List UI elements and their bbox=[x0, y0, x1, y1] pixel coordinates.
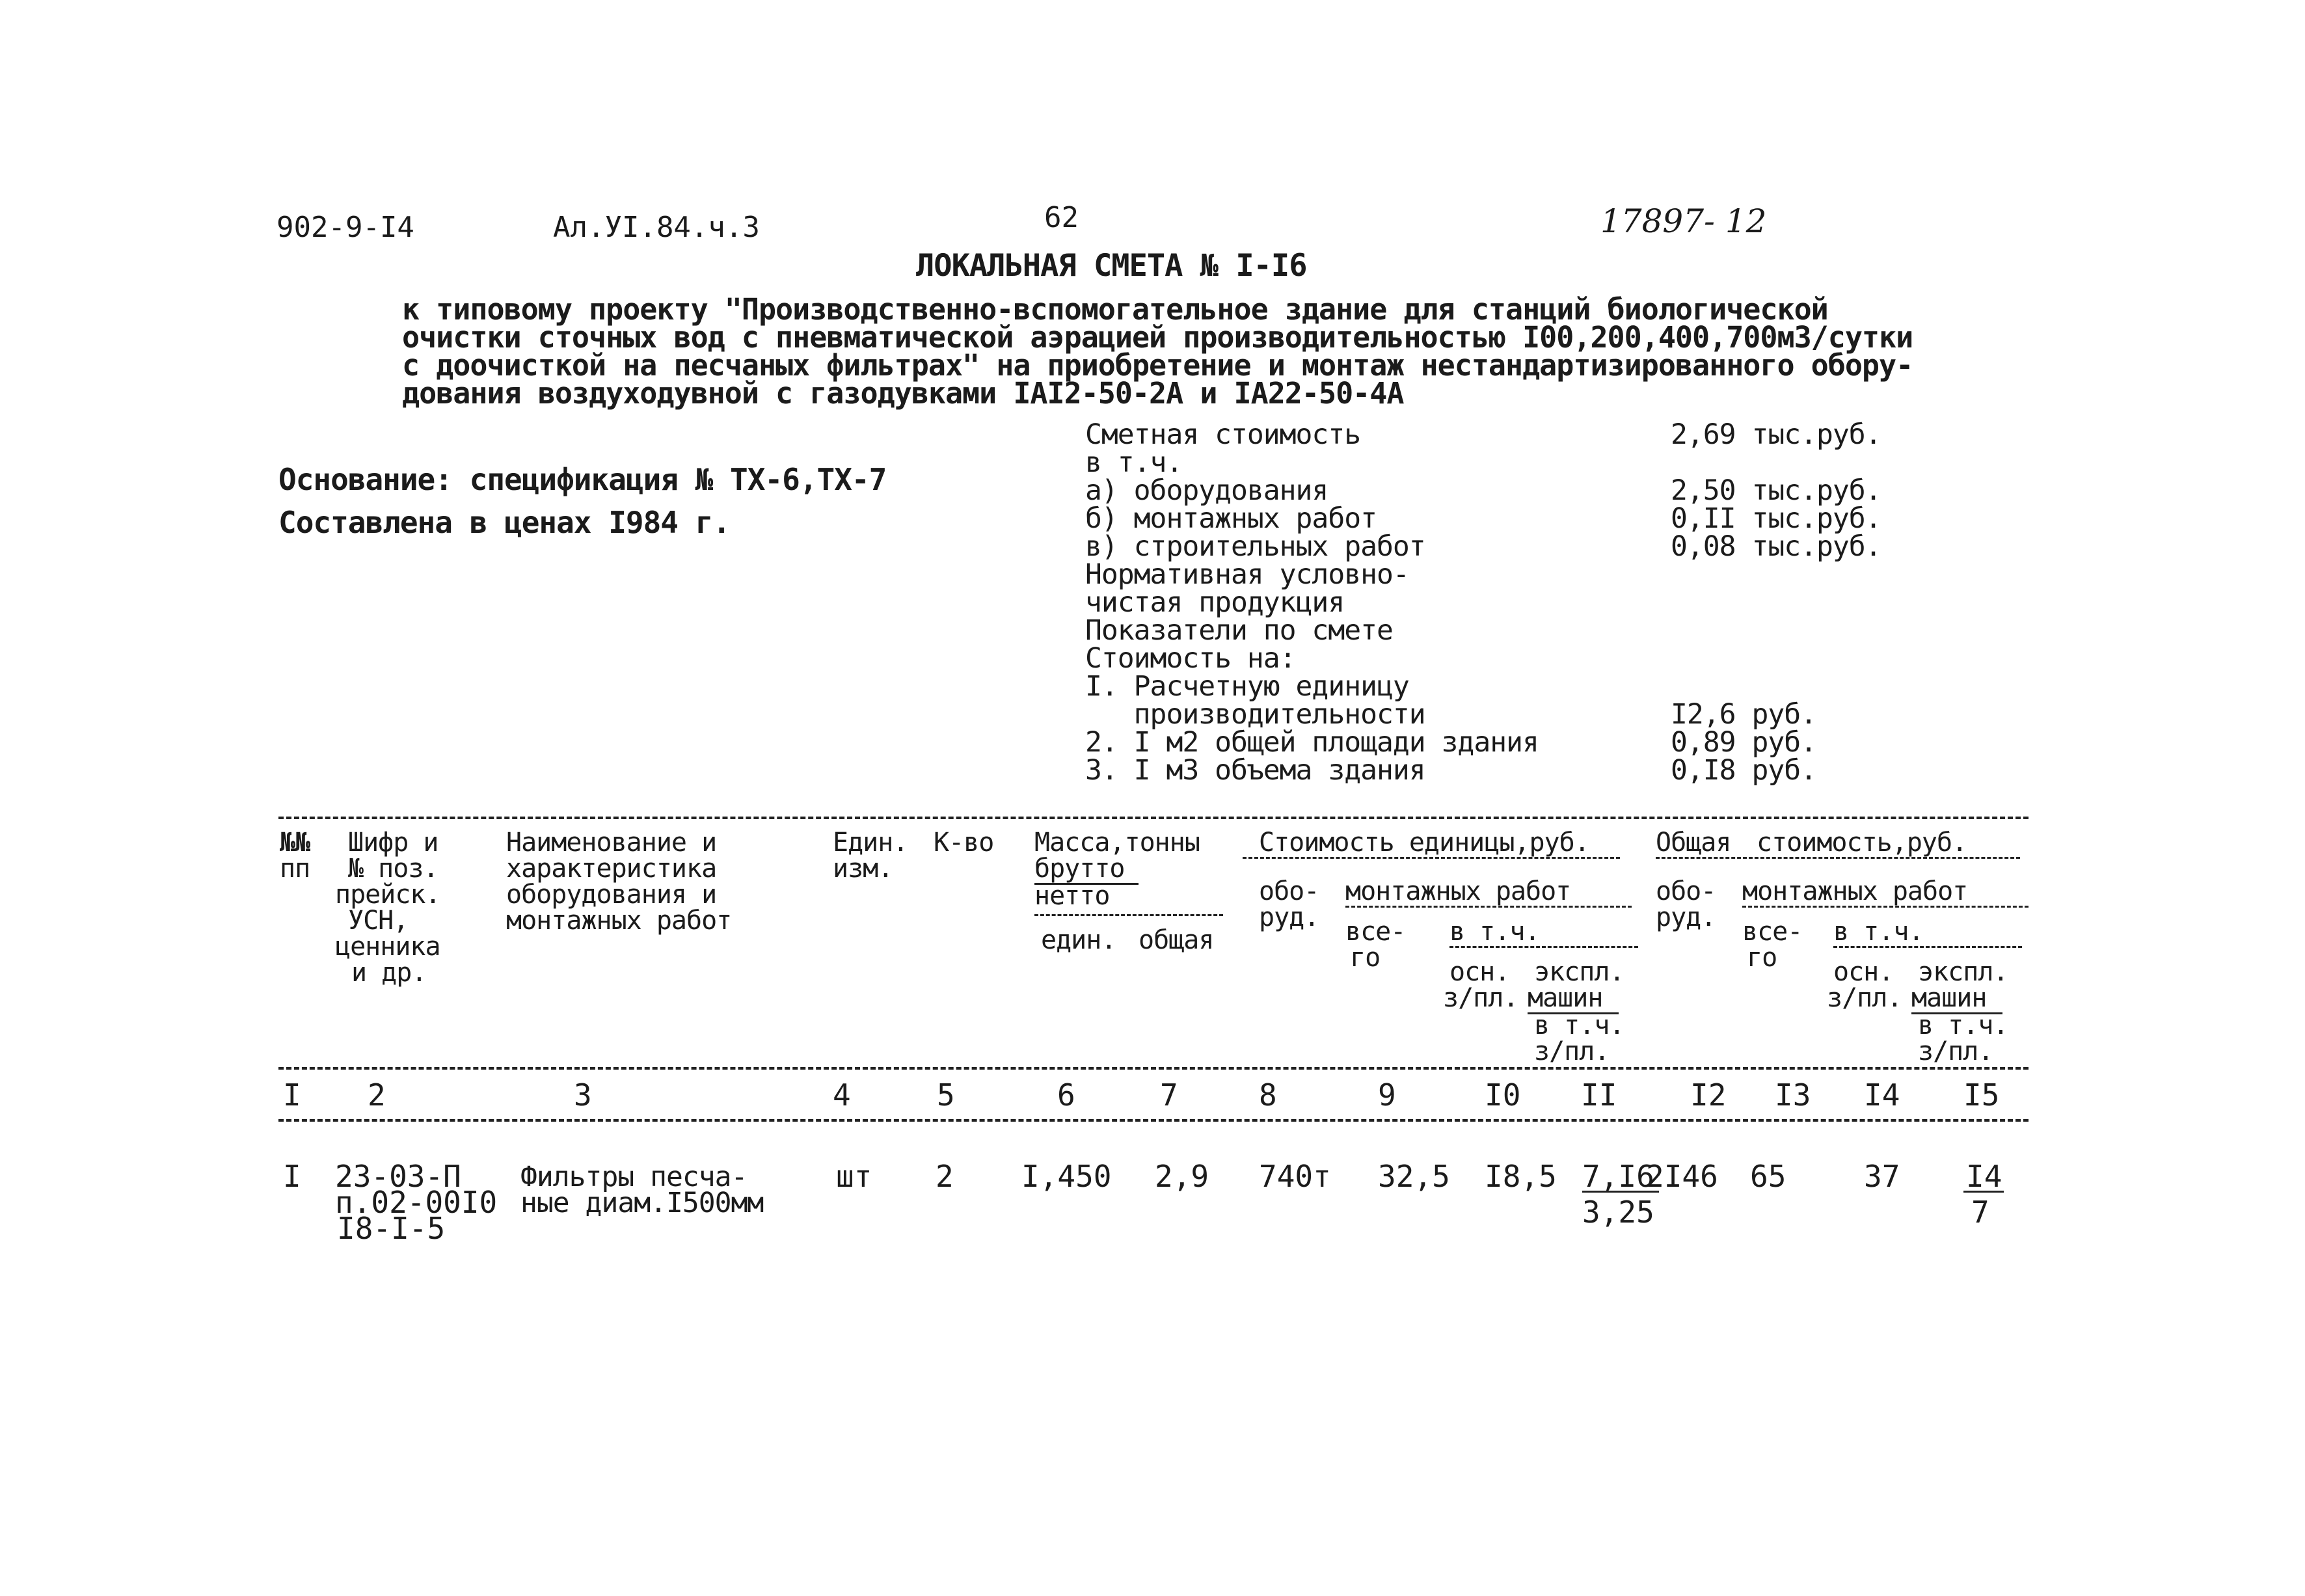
column-number: I bbox=[283, 1077, 301, 1113]
summary-line: б) монтажных работ bbox=[1085, 502, 1377, 535]
header-total-base-wage: осн. bbox=[1833, 957, 1894, 987]
header-unit-incl-wage: з/пл. bbox=[1534, 1036, 1610, 1066]
header-mass-total: общая bbox=[1139, 925, 1214, 955]
underline bbox=[1034, 914, 1223, 916]
header-unit-total: все- bbox=[1345, 917, 1406, 947]
underline bbox=[1963, 1191, 2004, 1193]
header-col3: оборудования и bbox=[506, 880, 717, 910]
header-total-machine: машин bbox=[1911, 983, 1987, 1013]
cell-code: п.02-00I0 bbox=[335, 1185, 498, 1220]
header-total-cost: стоимость,руб. bbox=[1757, 828, 1967, 858]
column-number: I3 bbox=[1775, 1077, 1811, 1113]
header-unit-base-wage: осн. bbox=[1449, 957, 1510, 987]
subtitle-line-4: дования воздуходувной с газодувками IAI2-50-2A и IA22-50-4A bbox=[402, 376, 1404, 411]
header-col1: пп bbox=[280, 854, 310, 884]
header-total-equipment: обо- bbox=[1656, 876, 1716, 906]
header-total-incl: в т.ч. bbox=[1833, 917, 1924, 947]
estimate-title: ЛОКАЛЬНАЯ СМЕТА № I-I6 bbox=[916, 248, 1307, 284]
column-number: 6 bbox=[1057, 1077, 1075, 1113]
header-mass-net: нетто bbox=[1034, 881, 1110, 911]
column-number: 2 bbox=[368, 1077, 386, 1113]
underline bbox=[1656, 857, 2020, 859]
cell-machine-wage: 3,25 bbox=[1582, 1195, 1654, 1230]
cell-base-wage: I8,5 bbox=[1485, 1159, 1557, 1194]
header-unit-mounting: монтажных работ bbox=[1345, 876, 1571, 906]
basis-line: Основание: спецификация № ТХ-6,ТХ-7 bbox=[278, 462, 887, 497]
header-total-incl-wage: в т.ч. bbox=[1918, 1010, 2008, 1040]
header-total-base-wage: з/пл. bbox=[1827, 983, 1902, 1013]
header-col2: УСН, bbox=[348, 906, 409, 936]
summary-line: Сметная стоимость bbox=[1085, 418, 1361, 451]
header-col3: характеристика bbox=[506, 854, 717, 884]
summary-line: в) строительных работ bbox=[1085, 530, 1425, 563]
summary-value-equipment: 2,50 тыс.руб. bbox=[1671, 474, 1881, 507]
summary-value-per-unit: I2,6 руб. bbox=[1671, 698, 1816, 731]
header-unit-machine: экспл. bbox=[1534, 957, 1624, 987]
numbering-bottom-rule bbox=[278, 1119, 2029, 1122]
column-number: 4 bbox=[833, 1077, 851, 1113]
header-col1: №№ bbox=[280, 828, 310, 858]
underline bbox=[1243, 857, 1620, 859]
header-col2: Шифр и bbox=[348, 828, 438, 858]
header-unit-equipment: обо- bbox=[1259, 876, 1319, 906]
header-col4: Един. bbox=[833, 828, 908, 858]
header-mass-gross: брутто bbox=[1034, 854, 1125, 884]
header-bottom-rule bbox=[278, 1067, 2029, 1070]
table-top-rule bbox=[278, 817, 2029, 819]
cell-total-mounting: 65 bbox=[1750, 1159, 1786, 1194]
header-mass-unit: един. bbox=[1041, 925, 1116, 955]
cell-code: I8-I-5 bbox=[337, 1211, 446, 1246]
header-unit-incl: в т.ч. bbox=[1449, 917, 1540, 947]
underline bbox=[1345, 906, 1632, 908]
summary-value-total: 2,69 тыс.руб. bbox=[1671, 418, 1881, 451]
summary-line: Показатели по смете bbox=[1085, 614, 1393, 647]
subtitle-line-3: с доочисткой на песчаных фильтрах" на приобретение и монтаж нестандартизированного обору- bbox=[402, 348, 1913, 383]
column-number: 9 bbox=[1378, 1077, 1396, 1113]
summary-line: производительности bbox=[1085, 698, 1425, 731]
column-number: II bbox=[1581, 1077, 1617, 1113]
summary-line: а) оборудования bbox=[1085, 474, 1328, 507]
summary-line: I. Расчетную единицу bbox=[1085, 670, 1409, 703]
underline bbox=[1449, 946, 1638, 948]
cell-total-machine-wage: 7 bbox=[1971, 1195, 1989, 1230]
cell-total-machine: I4 bbox=[1966, 1159, 2002, 1194]
header-unit-base-wage: з/пл. bbox=[1443, 983, 1518, 1013]
summary-value-per-m2: 0,89 руб. bbox=[1671, 726, 1816, 759]
header-col2: ценника bbox=[335, 932, 440, 962]
cell-mass-total: 2,9 bbox=[1155, 1159, 1209, 1194]
header-col3: Наименование и bbox=[506, 828, 717, 858]
column-number: I5 bbox=[1963, 1077, 2000, 1113]
header-col2: и др. bbox=[351, 958, 427, 988]
summary-value-mounting: 0,II тыс.руб. bbox=[1671, 502, 1881, 535]
summary-line: Стоимость на: bbox=[1085, 642, 1296, 675]
header-unit-cost: Стоимость единицы,руб. bbox=[1259, 828, 1589, 858]
cell-no: I bbox=[283, 1159, 301, 1194]
summary-value-construction: 0,08 тыс.руб. bbox=[1671, 530, 1881, 563]
cell-name: ные диам.I500мм bbox=[520, 1187, 764, 1219]
header-unit-incl-wage: в т.ч. bbox=[1534, 1010, 1624, 1040]
column-number: 3 bbox=[574, 1077, 592, 1113]
header-total-equipment: руд. bbox=[1656, 902, 1716, 932]
album-reference: Ал.УI.84.ч.3 bbox=[553, 211, 760, 244]
cell-total-equipment: 2I46 bbox=[1646, 1159, 1718, 1194]
column-number: 5 bbox=[937, 1077, 955, 1113]
cell-name: Фильтры песча- bbox=[520, 1161, 748, 1193]
document-code: 902-9-I4 bbox=[276, 211, 414, 244]
summary-line: 3. I м3 объема здания bbox=[1085, 754, 1425, 787]
cell-unit: шт bbox=[836, 1159, 872, 1194]
subtitle-line-2: очистки сточных вод с пневматической аэрацией производительностью I00,200,400,700м3/сутки bbox=[402, 320, 1913, 355]
header-mass: Масса,тонны bbox=[1034, 828, 1200, 858]
summary-line: в т.ч. bbox=[1085, 446, 1183, 479]
header-col5: К-во bbox=[934, 828, 994, 858]
header-col4: изм. bbox=[833, 854, 893, 884]
cell-equipment-cost: 740т bbox=[1259, 1159, 1331, 1194]
page-number: 62 bbox=[1044, 201, 1079, 234]
underline bbox=[1833, 946, 2022, 948]
column-number: I4 bbox=[1864, 1077, 1900, 1113]
header-col2: № поз. bbox=[348, 854, 438, 884]
cell-machine: 7,I6 bbox=[1582, 1159, 1654, 1194]
column-number: 7 bbox=[1160, 1077, 1178, 1113]
header-total-total: го bbox=[1747, 943, 1777, 973]
header-total-machine: экспл. bbox=[1918, 957, 2008, 987]
column-number: I2 bbox=[1690, 1077, 1727, 1113]
summary-line: Нормативная условно- bbox=[1085, 558, 1409, 591]
cell-quantity: 2 bbox=[936, 1159, 954, 1194]
summary-value-per-m3: 0,I8 руб. bbox=[1671, 754, 1816, 787]
cell-mass-unit: I,450 bbox=[1021, 1159, 1112, 1194]
cell-mounting-total: 32,5 bbox=[1378, 1159, 1450, 1194]
header-unit-equipment: руд. bbox=[1259, 902, 1319, 932]
summary-line: чистая продукция bbox=[1085, 586, 1345, 619]
header-col3: монтажных работ bbox=[506, 906, 732, 936]
cell-code: 23-03-П bbox=[335, 1159, 461, 1194]
header-unit-total: го bbox=[1350, 943, 1381, 973]
header-total-mounting: монтажных работ bbox=[1742, 876, 1968, 906]
column-number: 8 bbox=[1259, 1077, 1277, 1113]
header-total-cost: Общая bbox=[1656, 828, 1731, 858]
cell-total-base-wage: 37 bbox=[1864, 1159, 1900, 1194]
header-total-total: все- bbox=[1742, 917, 1803, 947]
underline bbox=[1742, 906, 2029, 908]
subtitle-line-1: к типовому проекту "Производственно-вспомогательное здание для станций биологической bbox=[402, 292, 1828, 327]
inventory-number: 17897- 12 bbox=[1600, 202, 1767, 240]
summary-line: 2. I м2 общей площади здания bbox=[1085, 726, 1539, 759]
header-unit-machine: машин bbox=[1528, 983, 1603, 1013]
header-total-incl-wage: з/пл. bbox=[1918, 1036, 1993, 1066]
header-col2: прейск. bbox=[335, 880, 440, 910]
column-number: I0 bbox=[1485, 1077, 1521, 1113]
prices-year-line: Составлена в ценах I984 г. bbox=[278, 505, 731, 540]
